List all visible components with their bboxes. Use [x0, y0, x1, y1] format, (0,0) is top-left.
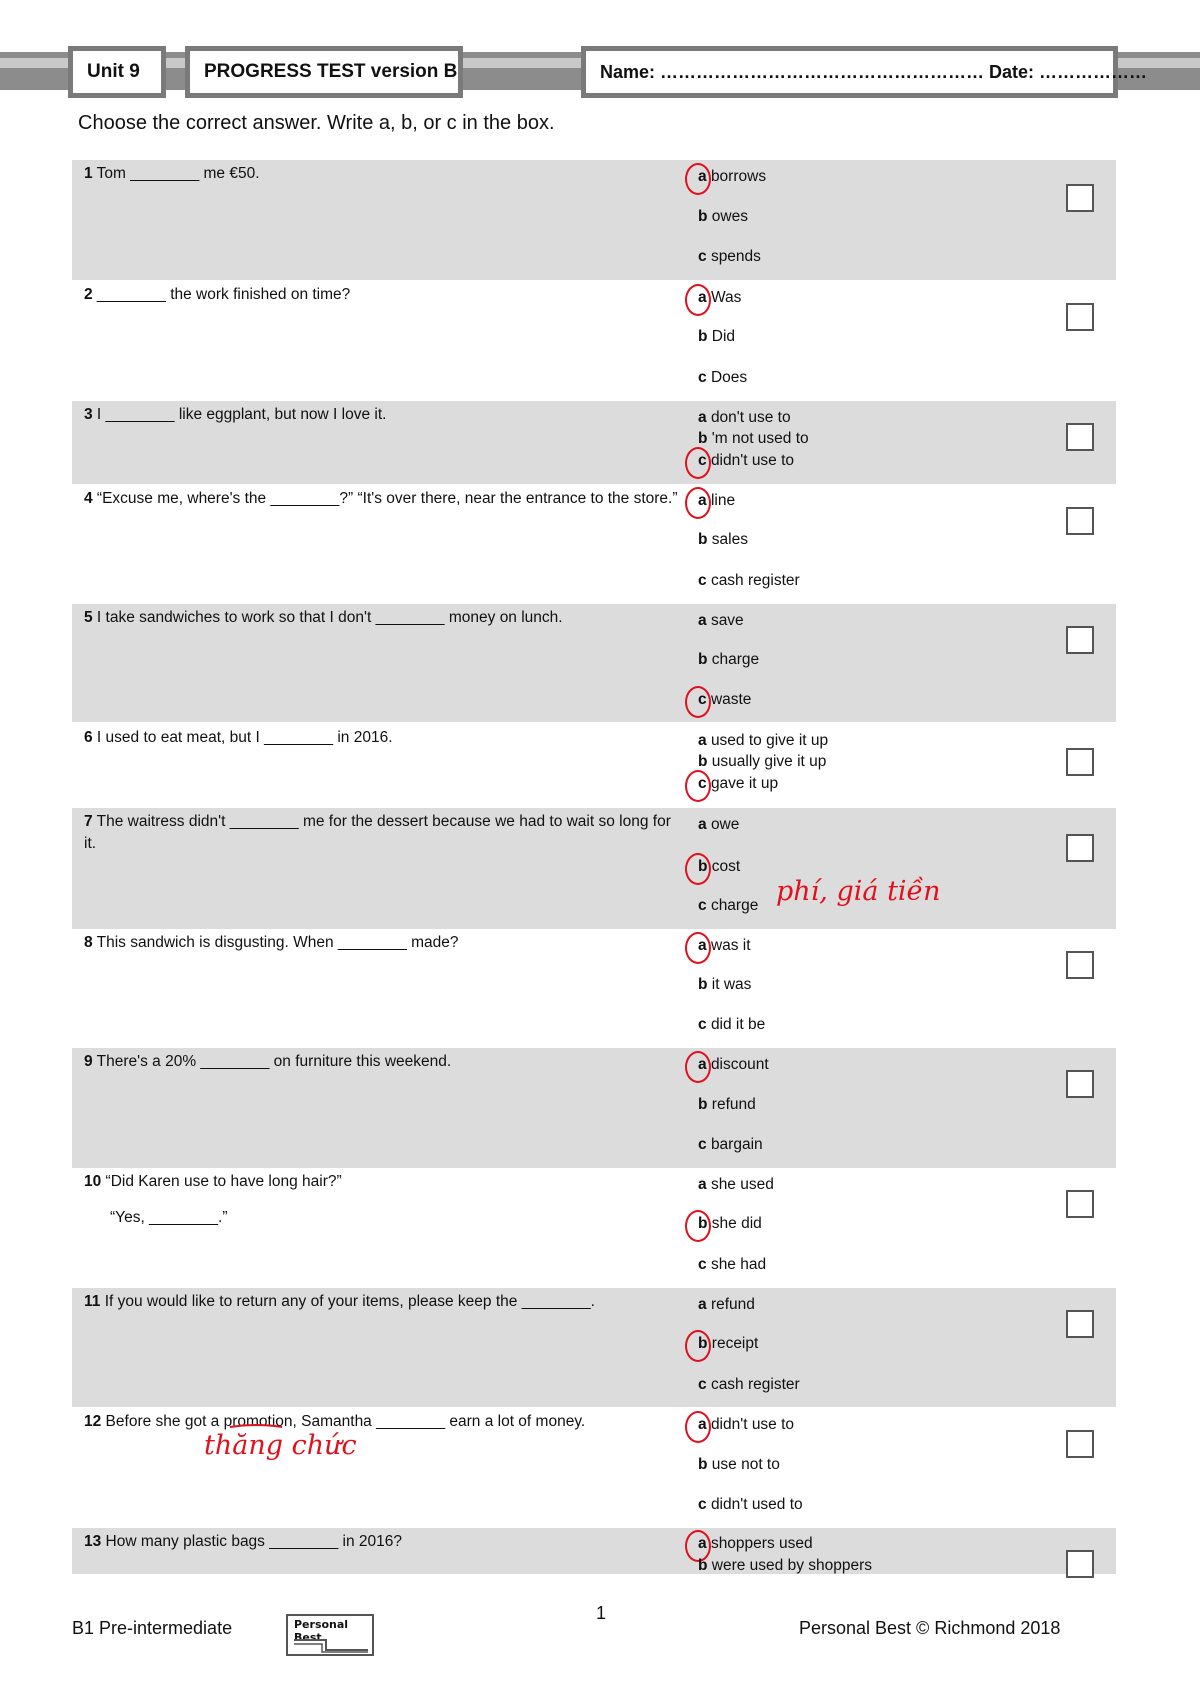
option-text: borrows [710, 168, 767, 185]
option-letter: a [698, 1535, 711, 1552]
option-text: refund [711, 1096, 756, 1113]
option-text: gave it up [710, 775, 779, 792]
answer-box[interactable] [1066, 748, 1094, 776]
option-c [698, 572, 800, 590]
answer-box[interactable] [1066, 1430, 1094, 1458]
option-b [698, 208, 748, 226]
option-text: did it be [710, 1016, 766, 1033]
test-title: PROGRESS TEST version B [185, 46, 463, 98]
question-row [72, 808, 1116, 929]
option-text: she had [710, 1256, 767, 1273]
question-number: 7 [84, 813, 93, 830]
option-letter: b [698, 328, 712, 345]
option-b [698, 651, 759, 669]
option-text: discount [710, 1056, 769, 1073]
question-text [84, 1171, 684, 1229]
answer-box[interactable] [1066, 1190, 1094, 1218]
option-text: Did [711, 328, 736, 345]
handwritten-circle-mark [685, 1051, 711, 1083]
option-text: owes [711, 208, 748, 225]
name-date-field: Name: ……………………………………………… Date: ……………… [581, 46, 1118, 98]
option-letter: a [698, 289, 711, 306]
option-text: used to give it up [710, 732, 829, 749]
option-text: didn't used to [710, 1496, 803, 1513]
question-text [84, 1051, 684, 1073]
question-text [84, 404, 684, 426]
option-b [698, 976, 751, 994]
option-text: were used by shoppers [711, 1557, 873, 1574]
option-letter: c [698, 369, 711, 386]
question-number: 9 [84, 1053, 93, 1070]
option-a [698, 816, 739, 834]
option-letter: c [698, 1016, 711, 1033]
option-letter: b [698, 753, 712, 770]
handwritten-circle-mark [685, 447, 711, 479]
answer-box[interactable] [1066, 423, 1094, 451]
handwritten-circle-mark [685, 1411, 711, 1443]
option-a [698, 1416, 794, 1434]
question-text [84, 932, 684, 954]
option-c [698, 1016, 765, 1034]
option-letter: c [698, 248, 711, 265]
option-c [698, 1496, 803, 1514]
option-letter: a [698, 492, 711, 509]
option-text: Was [710, 289, 742, 306]
underline-mark-promotion [228, 1422, 284, 1430]
question-text [84, 811, 684, 855]
question-row [72, 401, 1116, 484]
question-row [72, 1168, 1116, 1288]
question-stem: “Excuse me, where's the ________?” “It's over there, near the entrance to the store.” [92, 490, 678, 507]
page-number: 1 [596, 1603, 607, 1623]
question-text [84, 1291, 684, 1313]
option-letter: b [698, 976, 712, 993]
question-stem: How many plastic bags ________ in 2016? [101, 1533, 402, 1550]
option-text: charge [710, 897, 759, 914]
option-text: cost [711, 858, 741, 875]
option-text: it was [711, 976, 752, 993]
option-letter: c [698, 775, 711, 792]
option-text: line [710, 492, 736, 509]
option-b [698, 430, 809, 448]
question-text [84, 1411, 684, 1433]
option-letter: b [698, 1557, 712, 1574]
answer-box[interactable] [1066, 184, 1094, 212]
answer-box[interactable] [1066, 626, 1094, 654]
answer-box[interactable] [1066, 834, 1094, 862]
question-row [72, 724, 1116, 807]
option-letter: c [698, 572, 711, 589]
handwritten-circle-mark [685, 163, 711, 195]
question-stem: This sandwich is disgusting. When ________ made? [92, 934, 459, 951]
question-stem: ________ the work finished on time? [92, 286, 351, 303]
option-b [698, 1557, 872, 1575]
option-text: was it [710, 937, 751, 954]
answer-box[interactable] [1066, 951, 1094, 979]
handwritten-circle-mark [685, 853, 711, 885]
question-number: 1 [84, 165, 93, 182]
option-c [698, 452, 794, 470]
option-letter: b [698, 1096, 712, 1113]
question-stem: Before she got a promotion, Samantha ________ earn a lot of money. [101, 1413, 586, 1430]
option-text: don't use to [710, 409, 791, 426]
option-text: owe [710, 816, 740, 833]
question-stem: I used to eat meat, but I ________ in 2016. [92, 729, 393, 746]
unit-label: Unit 9 [68, 46, 166, 98]
question-row [72, 1288, 1116, 1407]
option-text: she did [711, 1215, 762, 1232]
question-number: 13 [84, 1533, 102, 1550]
option-b [698, 753, 826, 771]
option-letter: b [698, 531, 712, 548]
option-letter: b [698, 1335, 712, 1352]
option-letter: c [698, 1136, 711, 1153]
option-letter: a [698, 937, 711, 954]
option-a [698, 409, 791, 427]
question-text [84, 488, 684, 510]
option-text: spends [710, 248, 761, 265]
option-letter: c [698, 452, 711, 469]
option-b [698, 1096, 756, 1114]
option-text: charge [711, 651, 760, 668]
question-number: 6 [84, 729, 93, 746]
option-b [698, 328, 735, 346]
option-a [698, 1296, 755, 1314]
option-letter: a [698, 168, 711, 185]
option-letter: b [698, 208, 712, 225]
question-row [72, 160, 1116, 280]
instruction: Choose the correct answer. Write a, b, or c in the box. [78, 112, 555, 134]
option-text: waste [710, 691, 752, 708]
option-text: sales [711, 531, 748, 548]
question-number: 10 [84, 1173, 102, 1190]
option-text: usually give it up [711, 753, 827, 770]
question-row [72, 1528, 1116, 1574]
footer-copyright: Personal Best © Richmond 2018 [799, 1618, 1061, 1638]
handwritten-circle-mark [685, 284, 711, 316]
option-text: cash register [710, 1376, 800, 1393]
footer-level: B1 Pre-intermediate [72, 1618, 233, 1638]
question-number: 3 [84, 406, 93, 423]
option-text: Does [710, 369, 748, 386]
option-letter: c [698, 691, 711, 708]
answer-box[interactable] [1066, 303, 1094, 331]
handwritten-circle-mark [685, 932, 711, 964]
option-letter: a [698, 1416, 711, 1433]
option-a [698, 732, 828, 750]
handwritten-circle-mark [685, 1330, 711, 1362]
question-row [72, 281, 1116, 399]
question-row [72, 929, 1116, 1047]
question-stem: If you would like to return any of your items, please keep the ________. [100, 1293, 595, 1310]
option-letter: a [698, 1056, 711, 1073]
handwritten-note-q7: phí, giá tiền [776, 876, 941, 907]
question-stem: There's a 20% ________ on furniture this weekend. [92, 1053, 452, 1070]
handwritten-circle-mark [685, 686, 711, 718]
option-text: didn't use to [710, 452, 795, 469]
option-letter: c [698, 1376, 711, 1393]
option-letter: c [698, 1256, 711, 1273]
option-text: 'm not used to [711, 430, 809, 447]
question-number: 11 [84, 1293, 101, 1310]
option-letter: a [698, 732, 711, 749]
option-letter: a [698, 816, 711, 833]
option-a [698, 1176, 774, 1194]
option-letter: a [698, 1176, 711, 1193]
handwritten-note-q12: thăng chức [204, 1430, 357, 1461]
question-stem: I take sandwiches to work so that I don't ________ money on lunch. [92, 609, 563, 626]
option-c [698, 897, 758, 915]
option-b [698, 1456, 780, 1474]
question-text [84, 607, 684, 629]
question-text [84, 163, 684, 185]
option-text: she used [710, 1176, 774, 1193]
option-text: didn't use to [710, 1416, 795, 1433]
option-letter: b [698, 430, 712, 447]
option-letter: a [698, 409, 711, 426]
personal-best-logo: Personal Best [286, 1614, 374, 1656]
option-text: shoppers used [710, 1535, 813, 1552]
answer-box[interactable] [1066, 507, 1094, 535]
answer-box[interactable] [1066, 1550, 1094, 1578]
option-text: refund [710, 1296, 755, 1313]
option-letter: b [698, 1215, 712, 1232]
option-c [698, 369, 747, 387]
question-row [72, 485, 1116, 602]
question-number: 4 [84, 490, 93, 507]
option-letter: b [698, 1456, 712, 1473]
option-a [698, 612, 744, 630]
question-number: 2 [84, 286, 93, 303]
option-b [698, 531, 748, 549]
option-a [698, 1535, 813, 1553]
question-number: 5 [84, 609, 93, 626]
option-c [698, 1136, 763, 1154]
question-row [72, 1048, 1116, 1168]
option-letter: a [698, 612, 711, 629]
question-row [72, 604, 1116, 722]
option-c [698, 1376, 800, 1394]
question-stem: The waitress didn't ________ me for the dessert because we had to wait so long for it. [84, 813, 671, 852]
option-text: bargain [710, 1136, 763, 1153]
option-c [698, 1256, 766, 1274]
option-text: save [710, 612, 744, 629]
option-letter: b [698, 858, 712, 875]
handwritten-circle-mark [685, 770, 711, 802]
question-text [84, 284, 684, 306]
answer-box[interactable] [1066, 1310, 1094, 1338]
question-number: 8 [84, 934, 93, 951]
option-text: receipt [711, 1335, 759, 1352]
option-c [698, 248, 761, 266]
question-text [84, 1531, 684, 1553]
question-number: 12 [84, 1413, 102, 1430]
question-stem: “Did Karen use to have long hair?” [101, 1173, 342, 1190]
answer-box[interactable] [1066, 1070, 1094, 1098]
option-letter: a [698, 1296, 711, 1313]
question-stem-line2: “Yes, ________.” [110, 1209, 228, 1226]
handwritten-circle-mark [685, 487, 711, 519]
option-text: use not to [711, 1456, 780, 1473]
option-letter: c [698, 1496, 711, 1513]
option-letter: b [698, 651, 712, 668]
question-stem: I ________ like eggplant, but now I love it. [92, 406, 387, 423]
handwritten-circle-mark [685, 1210, 711, 1242]
question-stem: Tom ________ me €50. [92, 165, 260, 182]
option-letter: c [698, 897, 711, 914]
question-text [84, 727, 684, 749]
option-text: cash register [710, 572, 800, 589]
